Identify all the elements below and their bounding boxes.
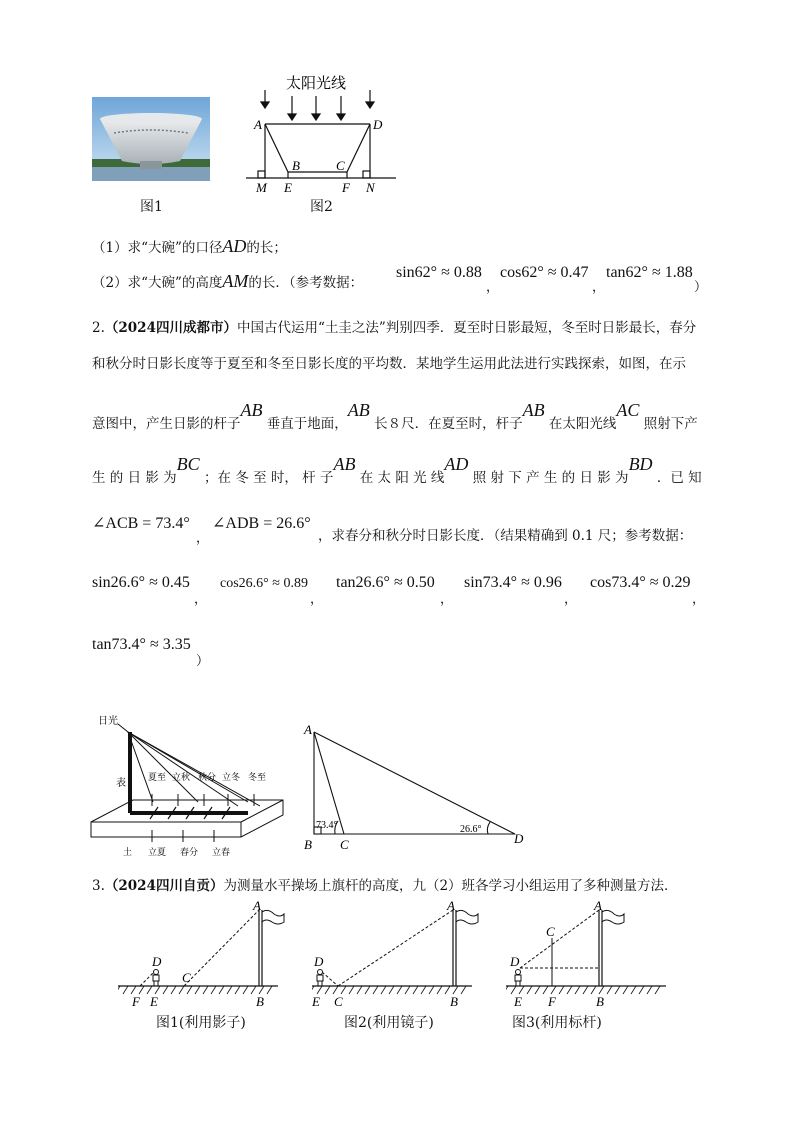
fig2-caption: 图2 xyxy=(310,199,333,215)
q3-fig1-label-e: E xyxy=(150,994,158,1009)
gnomon-bottom-label-4: 立春 xyxy=(212,847,231,857)
q2-ref-3: tan26.6° ≈ 0.50 xyxy=(336,574,435,591)
q3-fig1-label-b: B xyxy=(256,994,264,1009)
gnomon-top-label-1: 夏至 xyxy=(148,772,167,782)
q2-fig-label-b: B xyxy=(304,837,312,852)
fig2-label-m: M xyxy=(256,180,267,195)
gnomon-top-label-5: 冬至 xyxy=(248,772,267,782)
gnomon-top-label-4: 立冬 xyxy=(222,772,241,782)
q2-angle-acb: ∠ACB = 73.4° xyxy=(92,515,190,532)
q2-ref-2: cos26.6° ≈ 0.89 xyxy=(220,576,308,591)
q1-part2: （2）求“大碗”的高度AM的长．（参考数据： xyxy=(92,271,364,291)
q3-fig2-label-e: E xyxy=(312,994,320,1009)
q2-source: （2024四川成都市） xyxy=(104,320,237,336)
gnomon-bottom-label-3: 春分 xyxy=(180,847,199,857)
q2-fig-angle-d: 26.6° xyxy=(460,824,482,835)
bowl-photo xyxy=(92,97,210,181)
q2-ref-1: sin26.6° ≈ 0.45 xyxy=(92,574,190,591)
q2-fig-angle-c: 73.4° xyxy=(316,820,338,831)
q3-fig2-label-c: C xyxy=(334,994,343,1009)
q3-fig3-pole xyxy=(506,898,674,1010)
q2-ref-5: cos73.4° ≈ 0.29 xyxy=(590,574,691,591)
q3-fig3-label-d: D xyxy=(510,954,520,969)
q3-line: 3.（2024四川自贡）为测量水平操场上旗杆的高度，九（2）班各学习小组运用了多种测量方法． xyxy=(92,878,678,894)
q3-number: 3. xyxy=(92,878,105,894)
q3-fig1-label-c: C xyxy=(182,970,191,985)
q3-fig1-shadow xyxy=(118,898,286,1010)
fig2-label-b: B xyxy=(292,158,300,173)
q2-line3: 意图中，产生日影的杆子AB 垂直于地面，AB 长８尺．在夏至时，杆子AB 在太阳光线AC 照射下产 xyxy=(92,400,698,432)
gnomon-bottom-label-2: 立夏 xyxy=(148,847,167,857)
q3-fig2-mirror xyxy=(312,898,480,1010)
q3-fig3-caption: 图3(利用标杆) xyxy=(512,1015,602,1031)
q3-source: （2024四川自贡） xyxy=(104,878,224,894)
q1-ref-2: cos62° ≈ 0.47 xyxy=(500,264,589,281)
q3-fig3-label-f: F xyxy=(548,994,556,1009)
fig2-diagram xyxy=(246,74,396,196)
q2-angle-adb: ∠ADB = 26.6° xyxy=(212,515,311,532)
var-am: AM xyxy=(222,271,249,291)
q1-ref-1: sin62° ≈ 0.88 xyxy=(396,264,482,281)
gnomon-sun-label: 日光 xyxy=(98,716,118,727)
q2-line1: 2.（2024四川成都市）中国古代运用“土圭之法”判别四季．夏至时日影最短，冬至时日影最长，春分 xyxy=(92,320,697,336)
fig2-label-c: C xyxy=(336,158,345,173)
fig2-label-a: A xyxy=(254,117,262,132)
q3-fig1-label-d: D xyxy=(152,954,162,969)
q3-fig2-caption: 图2(利用镜子) xyxy=(344,1015,434,1031)
q2-fig-label-d: D xyxy=(514,831,524,846)
q3-fig2-label-a: A xyxy=(447,898,455,913)
fig1-caption: 图1 xyxy=(140,199,163,215)
q2-ref-6: tan73.4° ≈ 3.35 xyxy=(92,636,191,653)
fig2-label-f: F xyxy=(342,180,350,195)
gnomon-top-label-3: 秋分 xyxy=(198,772,217,782)
q2-number: 2. xyxy=(92,320,105,336)
q2-line5: ，求春分和秋分时日影长度．（结果精确到 0.1 尺；参考数据： xyxy=(318,528,693,544)
q3-fig1-label-f: F xyxy=(132,994,140,1009)
q2-ref-4: sin73.4° ≈ 0.96 xyxy=(464,574,562,591)
q3-fig3-label-c: C xyxy=(546,924,555,939)
q3-fig3-label-b: B xyxy=(596,994,604,1009)
q1-ref-3: tan62° ≈ 1.88 xyxy=(606,264,693,281)
q2-fig-label-a: A xyxy=(304,722,312,737)
gnomon-biao-label: 表 xyxy=(116,778,126,789)
fig2-sunlight-label: 太阳光线 xyxy=(286,76,347,92)
var-ad: AD xyxy=(222,236,247,256)
fig2-label-n: N xyxy=(366,180,375,195)
q3-fig1-caption: 图1(利用影子) xyxy=(156,1015,246,1031)
q2-gnomon-figure xyxy=(88,710,288,860)
q1-part1: （1）求“大碗”的口径AD的长； xyxy=(92,236,287,256)
q3-fig3-label-a: A xyxy=(594,898,602,913)
q2-fig-label-c: C xyxy=(340,837,349,852)
q3-fig2-label-b: B xyxy=(450,994,458,1009)
gnomon-top-label-2: 立秋 xyxy=(172,772,191,782)
q2-line2: 和秋分时日影长度等于夏至和冬至日影长度的平均数．某地学生运用此法进行实践探索，如图，在示 xyxy=(92,356,686,372)
fig2-label-e: E xyxy=(284,180,292,195)
fig2-label-d: D xyxy=(373,117,383,132)
q3-fig3-label-e: E xyxy=(514,994,522,1009)
q3-fig2-label-d: D xyxy=(314,954,324,969)
q3-fig1-label-a: A xyxy=(253,898,261,913)
q2-line4: 生 的 日 影 为BC ；在 冬 至 时， 杆 子AB 在 太 阳 光 线AD 照 射 下 产 生 的 日 影 为BD ．已 知 xyxy=(92,454,702,486)
q2-triangle-figure xyxy=(300,722,530,852)
gnomon-bottom-label-1: 土 xyxy=(123,847,133,857)
